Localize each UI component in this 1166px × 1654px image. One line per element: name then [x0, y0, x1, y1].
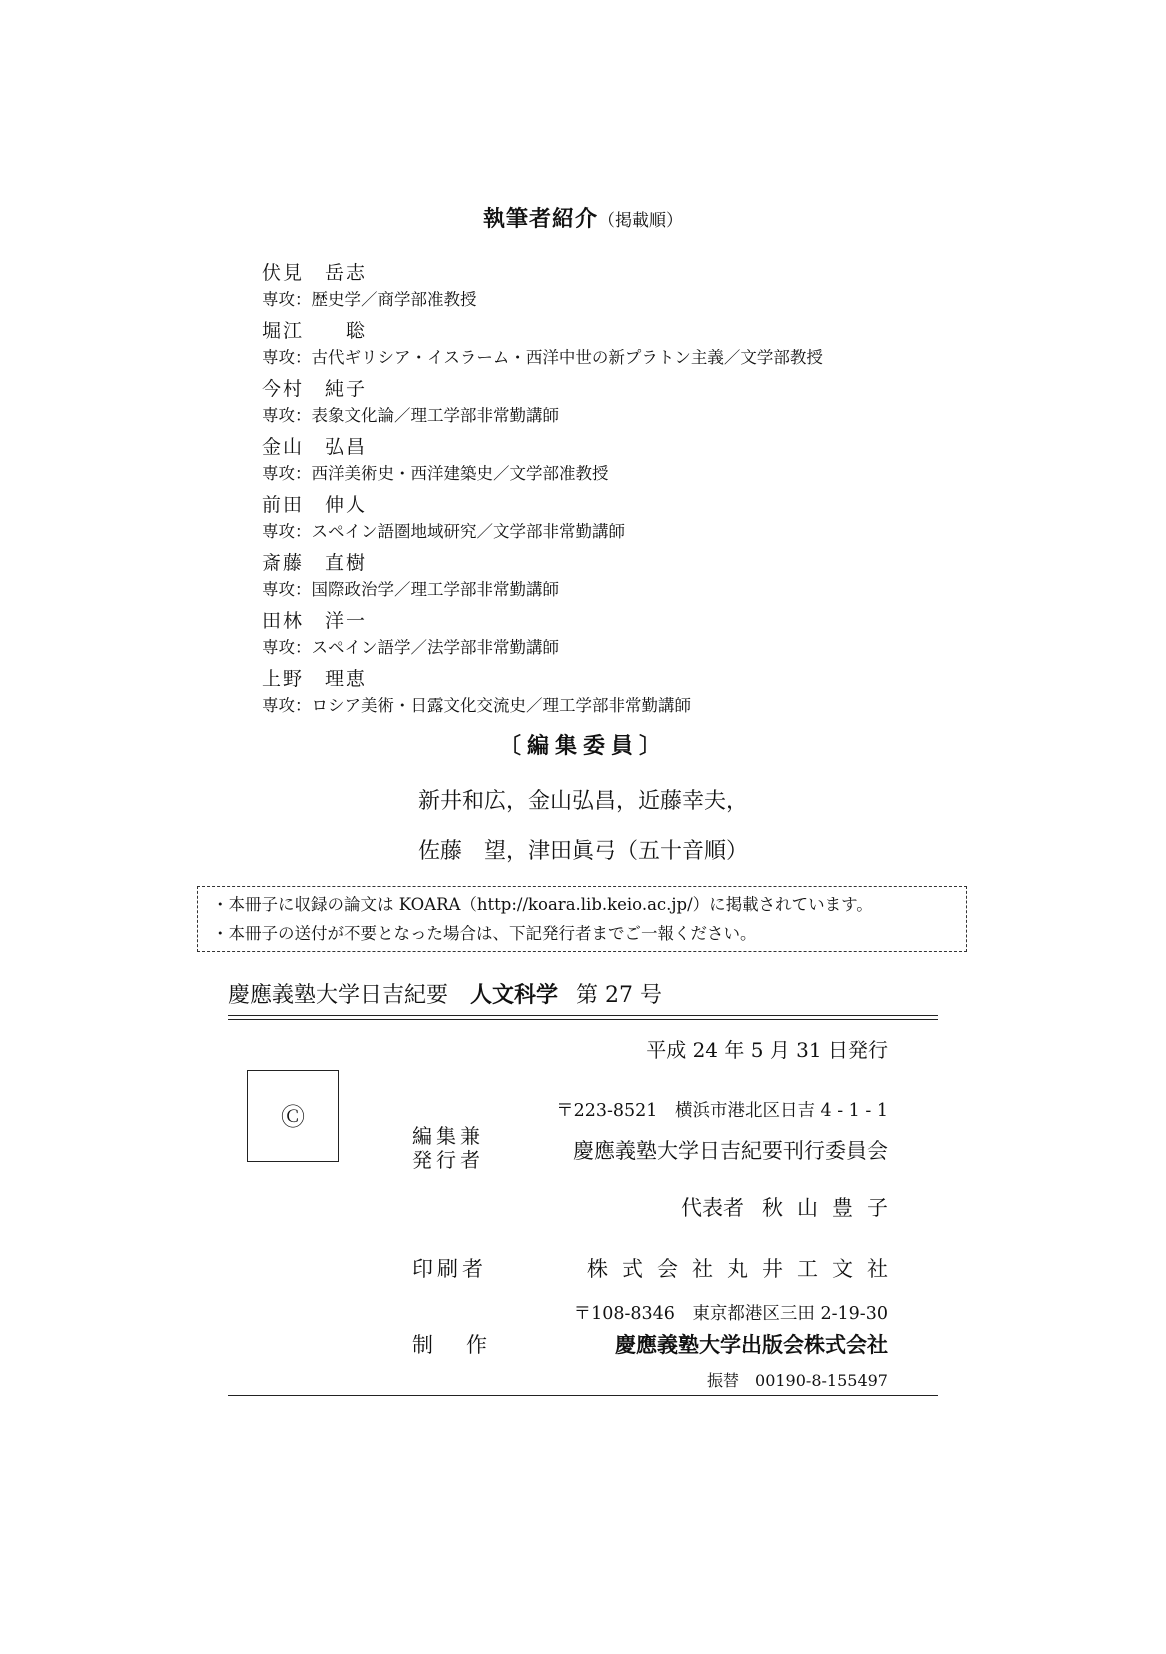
contributor-specialty: 専攻：西洋美術史・西洋建築史／文学部准教授: [262, 464, 609, 483]
contributor-entry: [262, 666, 823, 724]
contributor-name: 金山 弘昌: [262, 436, 368, 458]
journal-series: 慶應義塾大学日吉紀要: [228, 983, 449, 1008]
contributors-order-note: （掲載順）: [598, 211, 683, 231]
editor-label-line-2: 発行者: [412, 1148, 484, 1172]
publication-date: 平成 24 年 5 月 31 日発行: [646, 1038, 888, 1062]
contributor-name: 上野 理恵: [262, 668, 368, 690]
contributor-specialty: 専攻：国際政治学／理工学部非常勤講師: [262, 580, 559, 599]
contributor-name: 田林 洋一: [262, 610, 368, 632]
publisher-address: 〒223-8521 横浜市港北区日吉 4 - 1 - 1: [556, 1101, 888, 1121]
contributors-heading: [0, 202, 1166, 233]
copyright-icon: Ⓒ: [281, 1103, 305, 1131]
publisher-name: 慶應義塾大学日吉紀要刊行委員会: [573, 1139, 888, 1163]
representative-name: 秋山豊子: [762, 1196, 902, 1220]
contributor-name: 堀江 聡: [262, 320, 368, 342]
printer-name: 株式会社丸井工文社: [587, 1257, 902, 1281]
contributor-name: 伏見 岳志: [262, 262, 368, 284]
contributor-entry: [262, 434, 823, 492]
producer-address: 〒108-8346 東京都港区三田 2-19-30: [573, 1304, 888, 1324]
contributor-entry: [262, 260, 823, 318]
printer-label: 印刷者: [412, 1257, 487, 1281]
representative-label: 代表者: [681, 1196, 744, 1220]
notice-box: [197, 886, 967, 952]
contributor-specialty: 専攻：歴史学／商学部准教授: [262, 290, 477, 309]
contributor-name: 斎藤 直樹: [262, 552, 368, 574]
rule-bottom: [228, 1395, 938, 1396]
notice-unsubscribe: ・本冊子の送付が不要となった場合は、下記発行者までご一報ください。: [212, 924, 757, 943]
producer-label: 制 作: [412, 1333, 493, 1357]
contributors-title: 執筆者紹介: [482, 207, 598, 232]
contributor-name: 前田 伸人: [262, 494, 368, 516]
contributor-entry: [262, 492, 823, 550]
editor-label-line-1: 編集兼: [412, 1124, 484, 1148]
rule-top-inner: [228, 1019, 938, 1020]
contributor-entry: [262, 376, 823, 434]
editor-publisher-label: [412, 1124, 484, 1172]
contributor-specialty: 専攻：表象文化論／理工学部非常勤講師: [262, 406, 559, 425]
journal-field: 人文科学: [470, 983, 559, 1008]
transfer-account: 振替 00190-8-155497: [707, 1371, 888, 1390]
representative: [681, 1192, 902, 1222]
rule-top: [228, 1015, 938, 1016]
contributor-entry: [262, 318, 823, 376]
producer-name: 慶應義塾大学出版会株式会社: [615, 1333, 888, 1357]
colophon-heading: [228, 978, 662, 1009]
contributor-specialty: 専攻：ロシア美術・日露文化交流史／理工学部非常勤講師: [262, 696, 691, 715]
contributor-entry: [262, 550, 823, 608]
copyright-box: [247, 1070, 339, 1162]
contributor-specialty: 専攻：スペイン語学／法学部非常勤講師: [262, 638, 559, 657]
contributor-entry: [262, 608, 823, 666]
contributors-list: [262, 260, 823, 724]
contributor-name: 今村 純子: [262, 378, 368, 400]
contributor-specialty: 専攻：古代ギリシア・イスラーム・西洋中世の新プラトン主義／文学部教授: [262, 348, 823, 367]
editorial-board-members-line-2: 佐藤 望，津田眞弓（五十音順）: [417, 839, 748, 864]
notice-koara: ・本冊子に収録の論文は KOARA（http://koara.lib.keio.ac.jp/）に掲載されています。: [212, 895, 873, 914]
journal-issue: 第 27 号: [576, 983, 663, 1008]
contributor-specialty: 専攻：スペイン語圏地域研究／文学部非常勤講師: [262, 522, 625, 541]
editorial-board-members-line-1: 新井和広，金山弘昌，近藤幸夫，: [417, 789, 748, 814]
editorial-board-title: 〔編集委員〕: [498, 734, 667, 759]
